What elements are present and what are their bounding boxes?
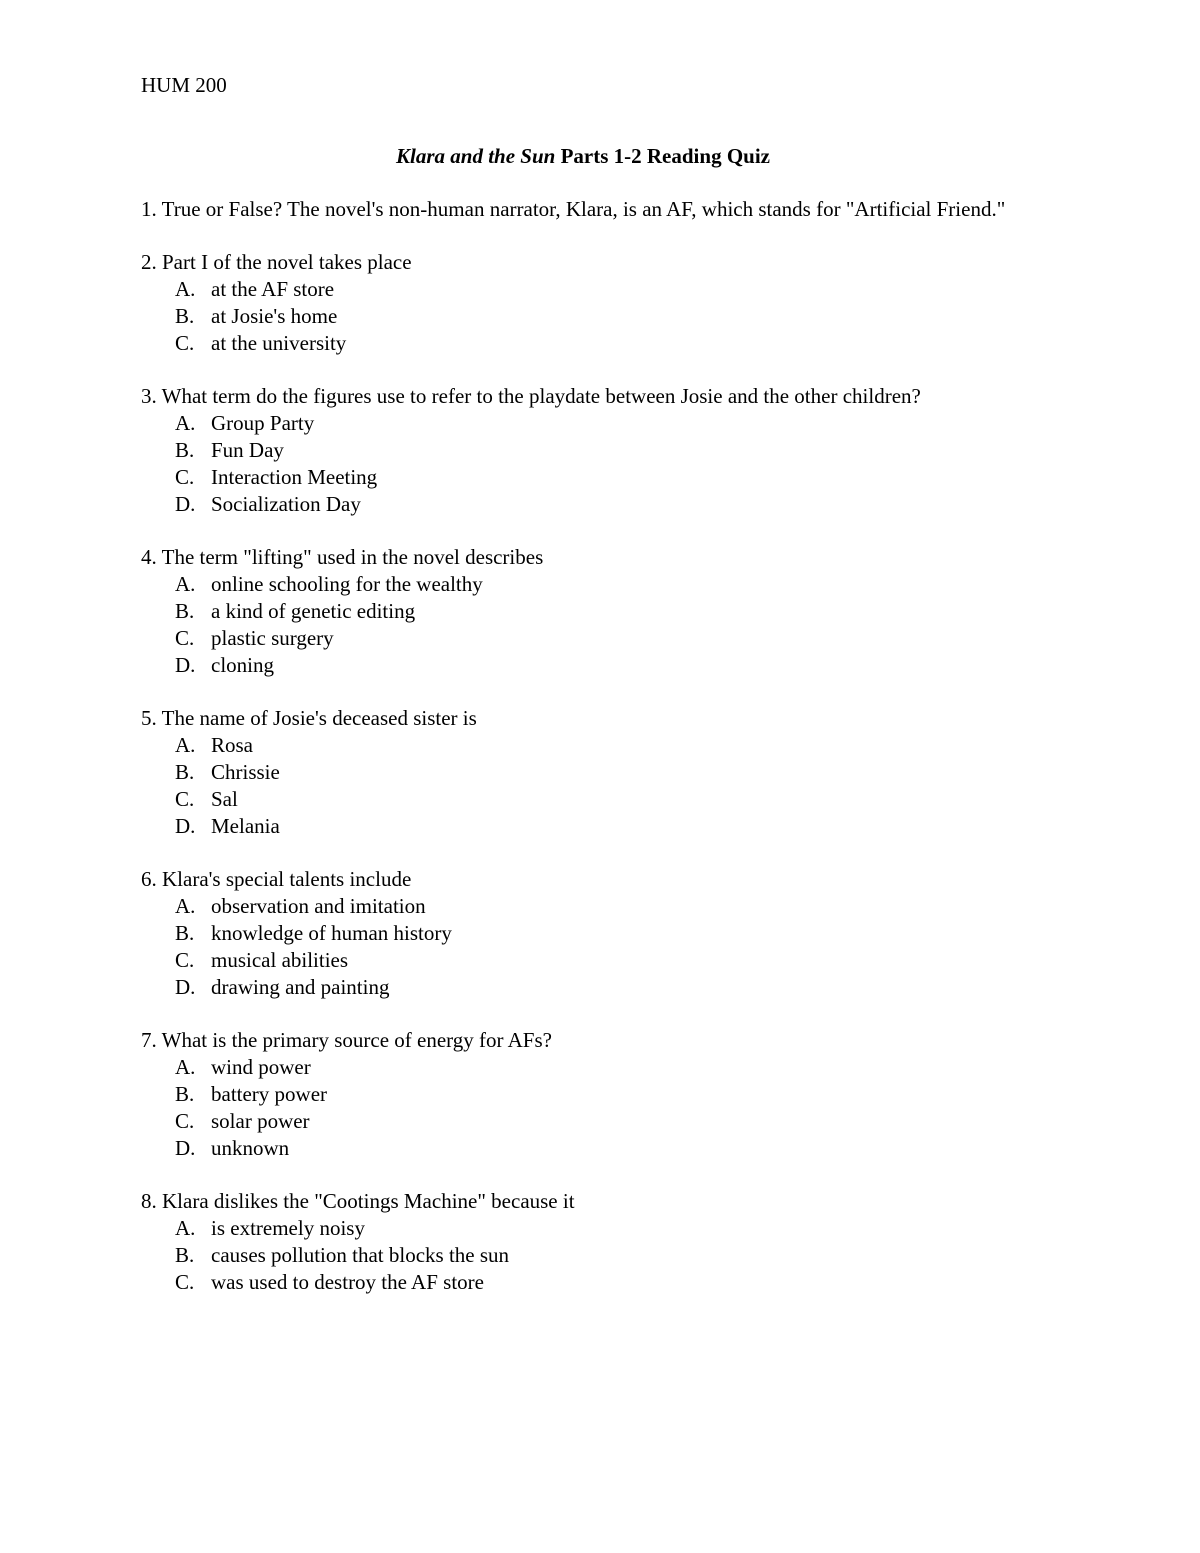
option-letter: C.	[175, 331, 195, 355]
option-text: battery power	[211, 1082, 328, 1106]
answer-option	[141, 491, 1041, 518]
option-text: Socialization Day	[211, 492, 361, 516]
question-number: 1.	[141, 197, 157, 221]
question-text	[141, 705, 1041, 732]
answer-option	[141, 464, 1041, 491]
answer-option	[141, 571, 1041, 598]
option-text: drawing and painting	[211, 975, 390, 999]
option-text: Chrissie	[211, 760, 280, 784]
option-letter: A.	[175, 572, 196, 596]
question-8	[141, 1188, 1041, 1296]
answer-option	[141, 276, 1041, 303]
question-number: 5.	[141, 706, 157, 730]
option-text: solar power	[211, 1109, 310, 1133]
question-4	[141, 544, 1041, 679]
answer-option	[141, 1081, 1041, 1108]
option-letter: D.	[175, 1136, 196, 1160]
answer-option	[141, 732, 1041, 759]
question-list	[141, 196, 1041, 1322]
option-letter: D.	[175, 653, 196, 677]
option-letter: B.	[175, 304, 195, 328]
question-number: 8.	[141, 1189, 157, 1213]
option-text: Interaction Meeting	[211, 465, 378, 489]
option-list	[141, 893, 1041, 1001]
question-prompt: The name of Josie's deceased sister is	[161, 706, 477, 730]
answer-option	[141, 1242, 1041, 1269]
question-text	[141, 196, 1041, 223]
question-number: 3.	[141, 384, 157, 408]
answer-option	[141, 1215, 1041, 1242]
option-letter: B.	[175, 1243, 195, 1267]
option-letter: B.	[175, 1082, 195, 1106]
book-title: Klara and the Sun	[396, 144, 556, 168]
option-letter: C.	[175, 465, 195, 489]
option-list	[141, 1215, 1041, 1296]
answer-option	[141, 1108, 1041, 1135]
option-letter: A.	[175, 894, 196, 918]
option-text: Melania	[211, 814, 280, 838]
answer-option	[141, 1135, 1041, 1162]
option-text: a kind of genetic editing	[211, 599, 416, 623]
option-letter: A.	[175, 1216, 196, 1240]
answer-option	[141, 1054, 1041, 1081]
option-text: Group Party	[211, 411, 315, 435]
option-text: causes pollution that blocks the sun	[211, 1243, 510, 1267]
option-text: at the university	[211, 331, 347, 355]
answer-option	[141, 303, 1041, 330]
question-prompt: Klara's special talents include	[162, 867, 412, 891]
question-5	[141, 705, 1041, 840]
question-number: 6.	[141, 867, 157, 891]
question-number: 4.	[141, 545, 157, 569]
question-prompt: What is the primary source of energy for AFs?	[161, 1028, 552, 1052]
answer-option	[141, 947, 1041, 974]
option-text: musical abilities	[211, 948, 349, 972]
option-letter: D.	[175, 814, 196, 838]
option-text: is extremely noisy	[211, 1216, 365, 1240]
option-text: cloning	[211, 653, 274, 677]
option-text: was used to destroy the AF store	[211, 1270, 484, 1294]
question-6	[141, 866, 1041, 1001]
option-letter: A.	[175, 1055, 196, 1079]
option-letter: D.	[175, 975, 196, 999]
question-prompt: True or False? The novel's non-human narrator, Klara, is an AF, which stands for "Artificial Friend."	[161, 197, 1006, 221]
answer-option	[141, 1269, 1041, 1296]
option-letter: B.	[175, 438, 195, 462]
answer-option	[141, 893, 1041, 920]
question-number: 7.	[141, 1028, 157, 1052]
option-letter: C.	[175, 787, 195, 811]
question-prompt: Part I of the novel takes place	[162, 250, 412, 274]
option-letter: C.	[175, 1109, 195, 1133]
answer-option	[141, 786, 1041, 813]
answer-option	[141, 652, 1041, 679]
option-letter: C.	[175, 626, 195, 650]
question-3	[141, 383, 1041, 518]
answer-option	[141, 598, 1041, 625]
answer-option	[141, 813, 1041, 840]
answer-option	[141, 437, 1041, 464]
question-text	[141, 383, 1041, 410]
question-prompt: Klara dislikes the "Cootings Machine" because it	[162, 1189, 575, 1213]
answer-option	[141, 920, 1041, 947]
option-text: knowledge of human history	[211, 921, 452, 945]
answer-option	[141, 974, 1041, 1001]
option-text: Fun Day	[211, 438, 284, 462]
question-text	[141, 866, 1041, 893]
question-text	[141, 249, 1041, 276]
option-list	[141, 732, 1041, 840]
question-text	[141, 1027, 1041, 1054]
option-letter: A.	[175, 733, 196, 757]
option-text: online schooling for the wealthy	[211, 572, 483, 596]
option-text: observation and imitation	[211, 894, 426, 918]
question-text	[141, 1188, 1041, 1215]
answer-option	[141, 410, 1041, 437]
question-prompt: What term do the figures use to refer to the playdate between Josie and the other children?	[161, 384, 921, 408]
option-letter: C.	[175, 948, 195, 972]
question-text	[141, 544, 1041, 571]
option-text: at Josie's home	[211, 304, 338, 328]
question-1	[141, 196, 1041, 223]
question-prompt: The term "lifting" used in the novel describes	[161, 545, 544, 569]
page-title	[0, 143, 1166, 170]
option-letter: A.	[175, 411, 196, 435]
answer-option	[141, 330, 1041, 357]
option-list	[141, 276, 1041, 357]
option-letter: D.	[175, 492, 196, 516]
option-text: Sal	[211, 787, 238, 811]
option-list	[141, 1054, 1041, 1162]
quiz-title: Parts 1-2 Reading Quiz	[555, 144, 770, 168]
option-list	[141, 571, 1041, 679]
question-number: 2.	[141, 250, 157, 274]
option-letter: A.	[175, 277, 196, 301]
option-list	[141, 410, 1041, 518]
option-text: wind power	[211, 1055, 311, 1079]
answer-option	[141, 625, 1041, 652]
course-code: HUM 200	[141, 73, 227, 97]
question-2	[141, 249, 1041, 357]
answer-option	[141, 759, 1041, 786]
option-text: unknown	[211, 1136, 290, 1160]
question-7	[141, 1027, 1041, 1162]
option-text: at the AF store	[211, 277, 335, 301]
option-letter: B.	[175, 760, 195, 784]
option-letter: B.	[175, 599, 195, 623]
option-text: plastic surgery	[211, 626, 334, 650]
option-letter: B.	[175, 921, 195, 945]
option-text: Rosa	[211, 733, 253, 757]
option-letter: C.	[175, 1270, 195, 1294]
